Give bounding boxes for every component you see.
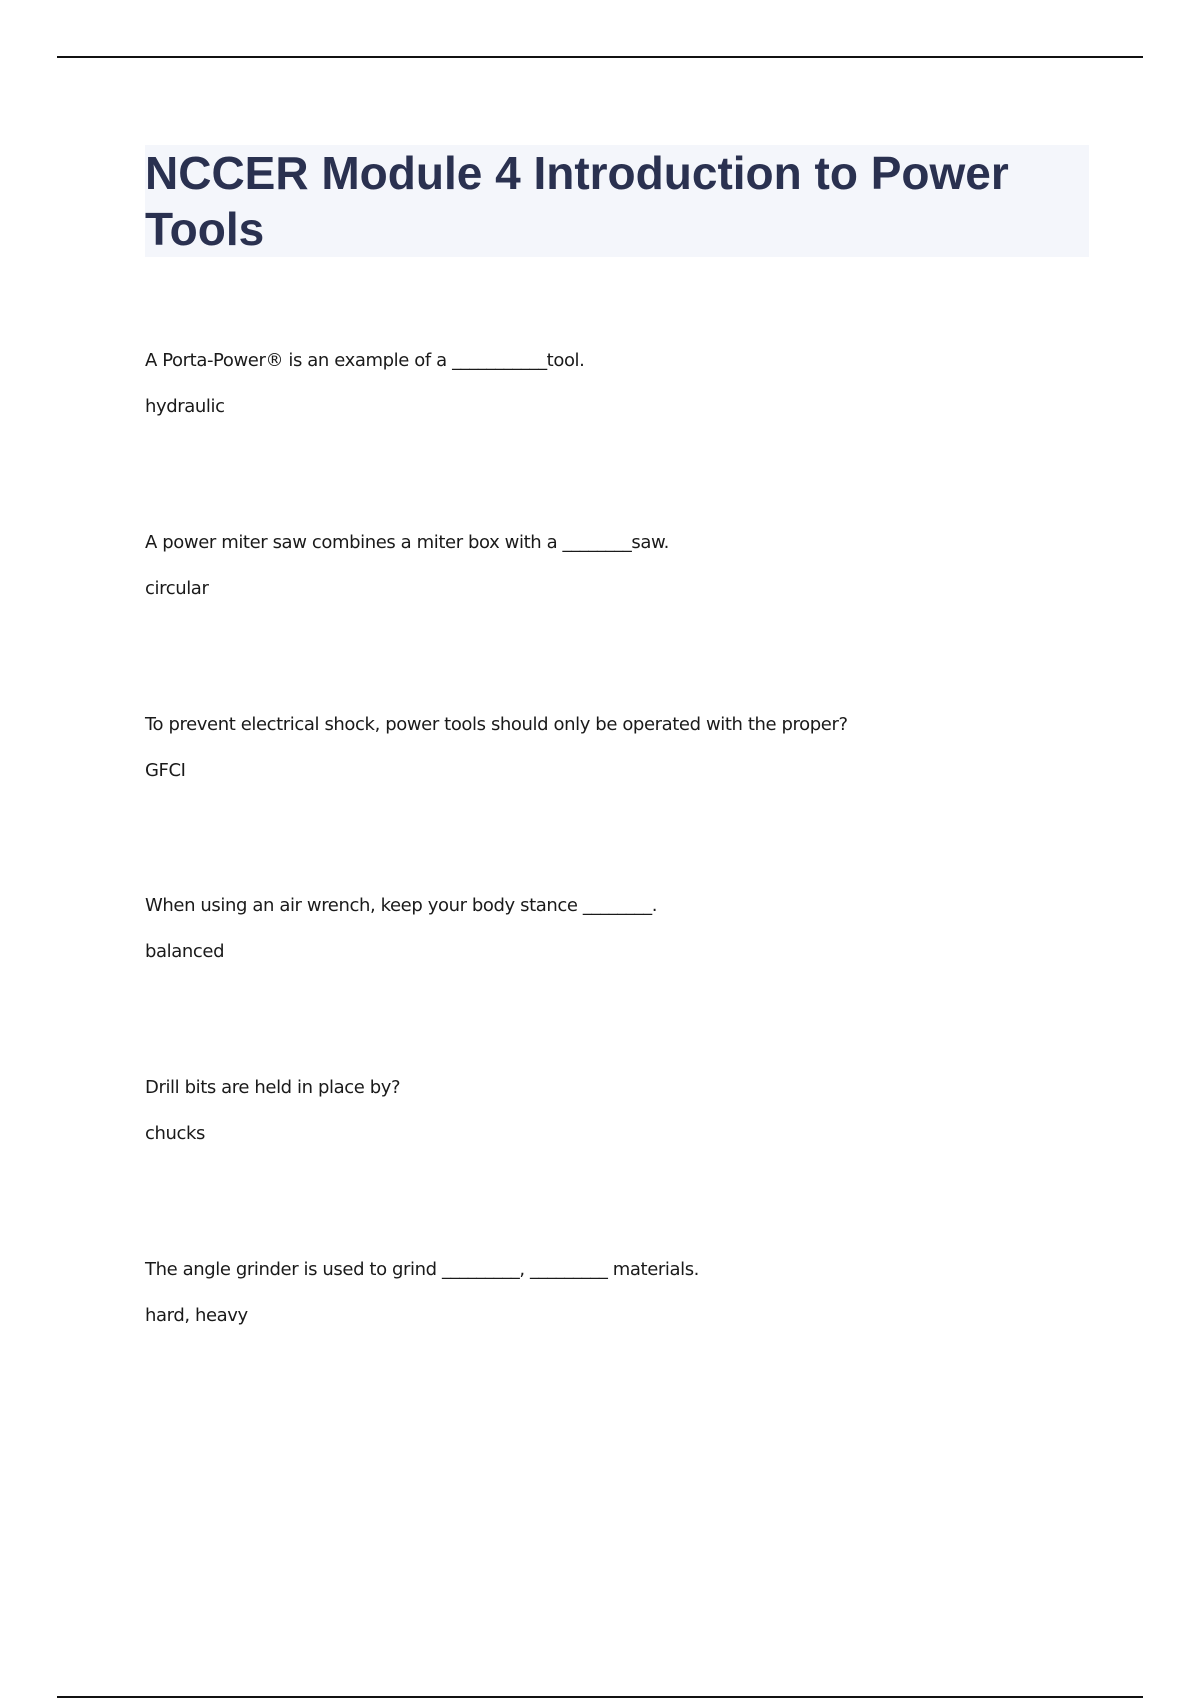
qa-item-6 — [145, 1258, 1105, 1328]
question-text: Drill bits are held in place by? — [145, 1077, 401, 1098]
qa-item-4 — [145, 894, 1105, 964]
qa-item-5 — [145, 1076, 1105, 1146]
title-block — [145, 145, 1089, 257]
answer-text: circular — [145, 578, 209, 599]
document-title: NCCER Module 4 Introduction to Power Tools — [145, 147, 1009, 255]
question-text: A Porta-Power® is an example of a ___________tool. — [145, 350, 585, 371]
answer-text: hydraulic — [145, 396, 225, 417]
qa-item-2 — [145, 531, 1105, 601]
answer-text: hard, heavy — [145, 1305, 248, 1326]
top-rule — [57, 56, 1143, 58]
qa-item-3 — [145, 713, 1105, 783]
question-text: The angle grinder is used to grind _________, _________ materials. — [145, 1259, 699, 1280]
qa-item-1 — [145, 349, 1105, 419]
answer-text: chucks — [145, 1123, 206, 1144]
bottom-rule — [57, 1696, 1143, 1698]
question-text: A power miter saw combines a miter box with a ________saw. — [145, 532, 669, 553]
question-text: When using an air wrench, keep your body stance ________. — [145, 895, 658, 916]
answer-text: balanced — [145, 941, 225, 962]
question-text: To prevent electrical shock, power tools should only be operated with the proper? — [145, 714, 848, 735]
answer-text: GFCI — [145, 760, 186, 781]
